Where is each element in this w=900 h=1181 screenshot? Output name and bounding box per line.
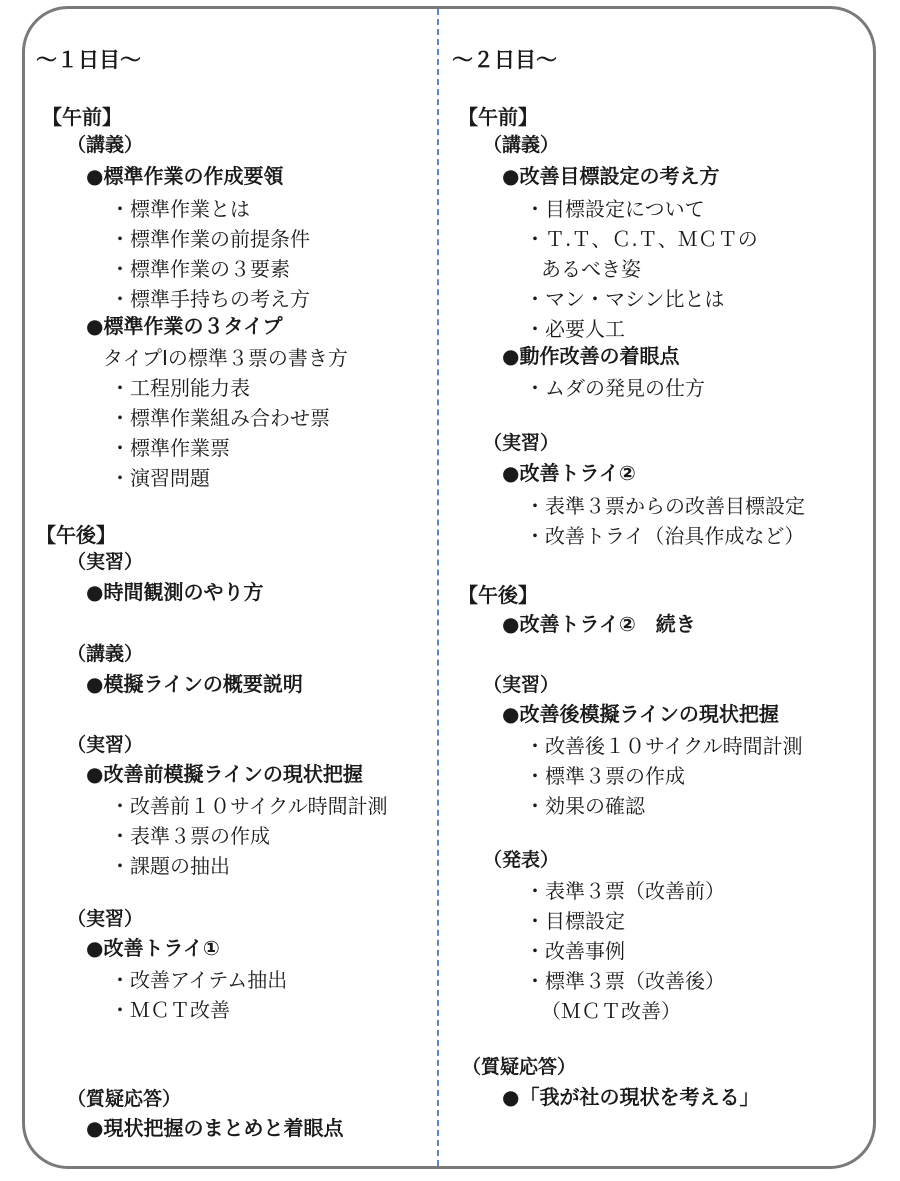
day2-topic-target-setting: ●改善目標設定の考え方 [502,164,720,188]
column-divider [437,9,439,1166]
list-item: ・表準３票の作成 [110,824,270,848]
day1-topic-summary: ●現状把握のまとめと着眼点 [86,1116,344,1140]
day2-presentation-label: （発表） [483,849,560,871]
list-item: ・改善前１０サイクル時間計測 [110,794,388,818]
day1-topic-before-improvement: ●改善前模擬ラインの現状把握 [86,762,363,786]
day2-topic-our-company: ●「我が社の現状を考える」 [502,1085,760,1109]
list-item: ・改善後１０サイクル時間計測 [525,734,803,758]
list-item: ・標準作業票 [110,436,230,460]
day2-qa-label: （質疑応答） [462,1056,577,1078]
list-item: ・表準３票からの改善目標設定 [525,494,805,518]
list-item: ・標準作業組み合わせ票 [110,406,330,430]
day1-topic-mock-line: ●模擬ラインの概要説明 [86,672,303,696]
list-item: ・演習問題 [110,466,210,490]
day2-title: ～２日目～ [452,48,557,72]
day1-topic-three-types: ●標準作業の３タイプ [86,314,283,338]
list-item: ・ＭＣＴ改善 [110,998,230,1022]
list-item: ・改善事例 [525,939,625,963]
list-item: ・標準手持ちの考え方 [110,287,310,311]
list-item: ・ムダの発見の仕方 [525,376,705,400]
list-item: ・標準作業の前提条件 [110,227,310,251]
list-item-continuation: （ＭＣＴ改善） [541,999,681,1023]
day2-pm-practice-label: （実習） [483,674,560,696]
day2-topic-motion-improvement: ●動作改善の着眼点 [502,344,680,368]
day2-topic-after-improvement: ●改善後模擬ラインの現状把握 [502,702,779,726]
day1-pm-label: 【午後】 [36,523,116,547]
day1-topic-standard-work: ●標準作業の作成要領 [86,164,284,188]
list-item-continuation: あるべき姿 [541,257,641,281]
list-item: ・標準作業の３要素 [110,257,290,281]
day1-pm-practice1-label: （実習） [67,551,144,573]
list-item: ・効果の確認 [525,794,645,818]
day2-topic-improvement-try2-cont: ●改善トライ② 続き [502,612,696,636]
list-item: ・標準３票の作成 [525,764,685,788]
day1-pm-practice2-label: （実習） [67,734,144,756]
day1-topic-improvement-try1: ●改善トライ① [86,936,220,960]
day1-title: ～１日目～ [36,48,141,72]
list-item: ・標準作業とは [110,197,250,221]
day1-pm-lecture-label: （講義） [67,643,144,665]
list-item: ・目標設定について [525,197,705,221]
list-item: ・改善トライ（治具作成など） [525,524,805,548]
day1-pm-practice3-label: （実習） [67,908,144,930]
list-item: ・課題の抽出 [110,854,230,878]
list-item: ・マン・マシン比とは [525,287,725,311]
day1-qa-label: （質疑応答） [67,1088,182,1110]
list-item: ・必要人工 [525,317,625,341]
day2-topic-improvement-try2: ●改善トライ② [502,461,636,485]
day1-topic-time-observation: ●時間観測のやり方 [86,580,264,604]
day1-topic-three-types-sub: タイプⅠの標準３票の書き方 [103,346,348,370]
list-item: ・標準３票（改善後） [525,969,725,993]
day2-pm-label: 【午後】 [458,583,538,607]
day1-am-lecture-label: （講義） [67,134,144,156]
list-item: ・表準３票（改善前） [525,879,725,903]
list-item: ・工程別能力表 [110,376,250,400]
list-item: ・目標設定 [525,909,625,933]
day2-am-lecture-label: （講義） [483,134,560,156]
day2-am-label: 【午前】 [458,105,538,129]
list-item: ・Ｔ.Ｔ、Ｃ.Ｔ、ＭＣＴの [525,227,758,251]
day2-am-practice-label: （実習） [483,432,560,454]
day1-am-label: 【午前】 [42,105,122,129]
list-item: ・改善アイテム抽出 [110,968,288,992]
